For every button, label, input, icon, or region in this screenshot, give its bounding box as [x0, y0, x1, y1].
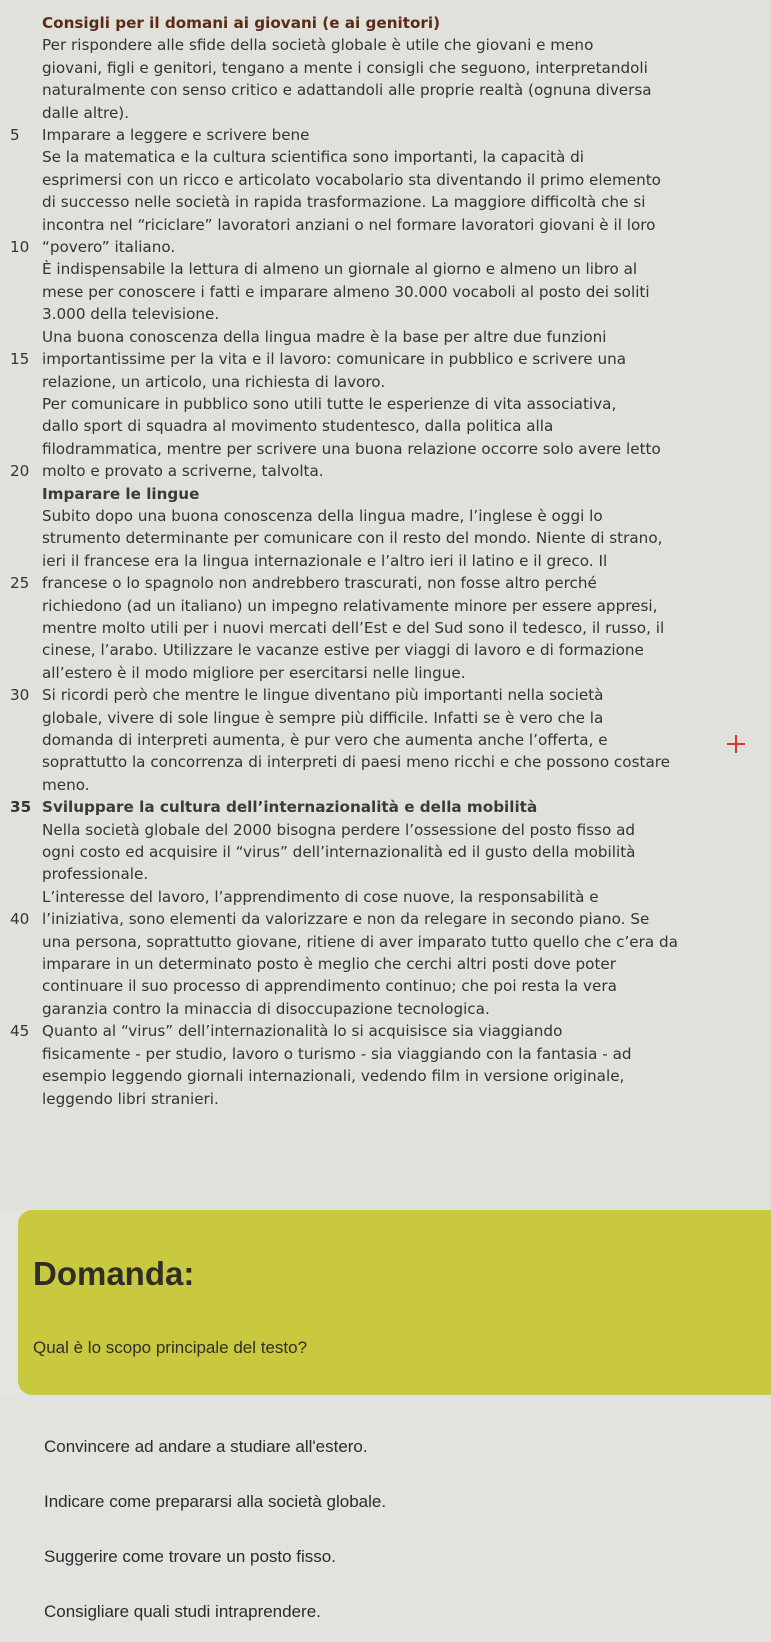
line-text: all’estero è il modo migliore per esercitarsi nelle lingue. — [42, 663, 466, 682]
line-text: globale, vivere di sole lingue è sempre più difficile. Infatti se è vero che la — [42, 708, 604, 727]
reading-line — [10, 371, 710, 393]
reading-line — [10, 79, 710, 101]
line-text: Nella società globale del 2000 bisogna perdere l’ossessione del posto fisso ad — [42, 820, 636, 839]
reading-line — [10, 34, 710, 56]
line-text: richiedono (ad un italiano) un impegno relativamente minore per essere appresi, — [42, 596, 658, 615]
line-text: ieri il francese era la lingua internazionale e l’altro ieri il latino e il greco. Il — [42, 551, 608, 570]
line-text: Si ricordi però che mentre le lingue diventano più importanti nella società — [42, 686, 604, 705]
reading-line — [10, 908, 710, 930]
line-text: leggendo libri stranieri. — [42, 1089, 219, 1108]
reading-line — [10, 438, 710, 460]
line-text: Quanto al “virus” dell’internazionalità lo si acquisisce sia viaggiando — [42, 1022, 563, 1041]
reading-line — [10, 662, 710, 684]
line-text: esprimersi con un ricco e articolato vocabolario sta diventando il primo elemento — [42, 170, 661, 189]
line-number: 25 — [10, 574, 30, 593]
line-text: Imparare le lingue — [42, 484, 200, 503]
reading-line — [10, 819, 710, 841]
reading-line — [10, 57, 710, 79]
reading-line — [10, 191, 710, 213]
reading-line — [10, 236, 710, 258]
line-number: 5 — [10, 126, 20, 145]
reading-line — [10, 146, 710, 168]
reading-line — [10, 393, 710, 415]
question-box — [18, 1210, 771, 1395]
answer-option-2[interactable]: Indicare come prepararsi alla società globale. — [44, 1492, 387, 1511]
line-text: mese per conoscere i fatti e imparare almeno 30.000 vocaboli al posto dei soliti — [42, 282, 650, 301]
line-text: fisicamente - per studio, lavoro o turismo - sia viaggiando con la fantasia - ad — [42, 1044, 632, 1063]
line-text: 3.000 della televisione. — [42, 305, 220, 324]
reading-line — [10, 684, 710, 706]
line-text: cinese, l’arabo. Utilizzare le vacanze estive per viaggi di lavoro e di formazione — [42, 641, 644, 660]
line-text: esempio leggendo giornali internazionali, vedendo film in versione originale, — [42, 1067, 625, 1086]
line-number: 30 — [10, 686, 30, 705]
reading-line — [10, 886, 710, 908]
reading-line — [10, 729, 710, 751]
reading-line — [10, 953, 710, 975]
line-text: imparare in un determinato posto è meglio che cerchi altri posti dove poter — [42, 955, 617, 974]
answer-options — [0, 1395, 771, 1642]
reading-line — [10, 796, 710, 818]
line-text: strumento determinante per comunicare con il resto del mondo. Niente di strano, — [42, 529, 663, 548]
reading-line — [10, 281, 710, 303]
reading-lines — [10, 34, 710, 1110]
line-number: 20 — [10, 462, 30, 481]
line-text: soprattutto la concorrenza di interpreti di paesi meno ricchi e che possono costare — [42, 753, 671, 772]
reading-line — [10, 258, 710, 280]
reading-line — [10, 595, 710, 617]
line-text: naturalmente con senso critico e adattandoli alle proprie realtà (ognuna diversa — [42, 81, 652, 100]
line-text: incontra nel “riciclare” lavoratori anziani o nel formare lavoratori giovani è il loro — [42, 215, 656, 234]
line-text: professionale. — [42, 865, 149, 884]
reading-line — [10, 841, 710, 863]
reading-line — [10, 169, 710, 191]
reading-line — [10, 751, 710, 773]
line-text: garanzia contro la minaccia di disoccupazione tecnologica. — [42, 999, 490, 1018]
line-text: domanda di interpreti aumenta, è pur vero che aumenta anche l’offerta, e — [42, 731, 608, 749]
answer-option-4[interactable]: Consigliare quali studi intraprendere. — [44, 1602, 321, 1621]
reading-line — [10, 460, 710, 482]
reading-line — [10, 975, 710, 997]
line-text: francese o lo spagnolo non andrebbero trascurati, non fosse altro perché — [42, 574, 597, 593]
line-number: 45 — [10, 1022, 30, 1041]
line-text: Subito dopo una buona conoscenza della lingua madre, l’inglese è oggi lo — [42, 506, 603, 525]
reading-line — [10, 774, 710, 796]
reading-line — [10, 863, 710, 885]
line-number: 40 — [10, 910, 30, 929]
line-text: giovani, figli e genitori, tengano a mente i consigli che seguono, interpretandoli — [42, 58, 648, 77]
line-text: importantissime per la vita e il lavoro: comunicare in pubblico e scrivere una — [42, 350, 627, 369]
answer-option-3[interactable]: Suggerire come trovare un posto fisso. — [44, 1547, 336, 1566]
line-text: È indispensabile la lettura di almeno un giornale al giorno e almeno un libro al — [42, 260, 638, 279]
line-text: Sviluppare la cultura dell’internazionalità e della mobilità — [42, 798, 538, 817]
question-title: Domanda: — [33, 1255, 195, 1292]
line-text: ogni costo ed acquisire il “virus” dell’internazionalità ed il gusto della mobilità — [42, 843, 636, 862]
line-text: molto e provato a scriverne, talvolta. — [42, 462, 324, 481]
line-text: “povero” italiano. — [42, 238, 176, 257]
plus-icon[interactable] — [725, 733, 747, 755]
reading-line — [10, 1043, 710, 1065]
reading-line — [10, 572, 710, 594]
line-text: meno. — [42, 775, 90, 794]
reading-line — [10, 1020, 710, 1042]
line-number: 35 — [10, 798, 32, 817]
reading-line — [10, 1088, 710, 1110]
line-text: relazione, un articolo, una richiesta di lavoro. — [42, 372, 386, 391]
line-text: dallo sport di squadra al movimento studentesco, dalla politica alla — [42, 417, 554, 436]
line-text: una persona, soprattutto giovane, ritiene di aver imparato tutto quello che c’era da — [42, 932, 678, 951]
line-text: l’iniziativa, sono elementi da valorizzare e non da relegare in secondo piano. Se — [42, 910, 650, 929]
line-text: di successo nelle società in rapida trasformazione. La maggiore difficoltà che si — [42, 193, 646, 212]
reading-line — [10, 124, 710, 146]
line-text: Se la matematica e la cultura scientifica sono importanti, la capacità di — [42, 148, 585, 167]
answer-option-1[interactable]: Convincere ad andare a studiare all'estero. — [44, 1437, 368, 1456]
reading-line — [10, 303, 710, 325]
reading-line — [10, 415, 710, 437]
reading-line — [10, 998, 710, 1020]
reading-line — [10, 931, 710, 953]
reading-line — [10, 707, 710, 729]
line-text: Una buona conoscenza della lingua madre è la base per altre due funzioni — [42, 327, 607, 346]
reading-text — [10, 12, 710, 1110]
reading-line — [10, 527, 710, 549]
reading-line — [10, 550, 710, 572]
line-text: L’interesse del lavoro, l’apprendimento di cose nuove, la responsabilità e — [42, 887, 599, 906]
reading-line — [10, 505, 710, 527]
reading-line — [10, 102, 710, 124]
line-text: filodrammatica, mentre per scrivere una buona relazione occorre solo avere letto — [42, 439, 661, 458]
line-text: continuare il suo processo di apprendimento continuo; che poi resta la vera — [42, 977, 617, 996]
line-number: 15 — [10, 350, 30, 369]
reading-line — [10, 617, 710, 639]
reading-line — [10, 483, 710, 505]
reading-line — [10, 214, 710, 236]
line-text: Imparare a leggere e scrivere bene — [42, 126, 310, 145]
reading-line — [10, 348, 710, 370]
line-text: dalle altre). — [42, 103, 130, 122]
line-text: Per comunicare in pubblico sono utili tutte le esperienze di vita associativa, — [42, 394, 617, 413]
question-text: Qual è lo scopo principale del testo? — [33, 1338, 308, 1357]
reading-title: Consigli per il domani ai giovani (e ai genitori) — [42, 14, 441, 32]
line-text: mentre molto utili per i nuovi mercati dell’Est e del Sud sono il tedesco, il russo, il — [42, 618, 665, 637]
line-text: Per rispondere alle sfide della società globale è utile che giovani e meno — [42, 36, 594, 55]
reading-line — [10, 1065, 710, 1087]
reading-line — [10, 639, 710, 661]
reading-line — [10, 326, 710, 348]
line-number: 10 — [10, 238, 30, 257]
